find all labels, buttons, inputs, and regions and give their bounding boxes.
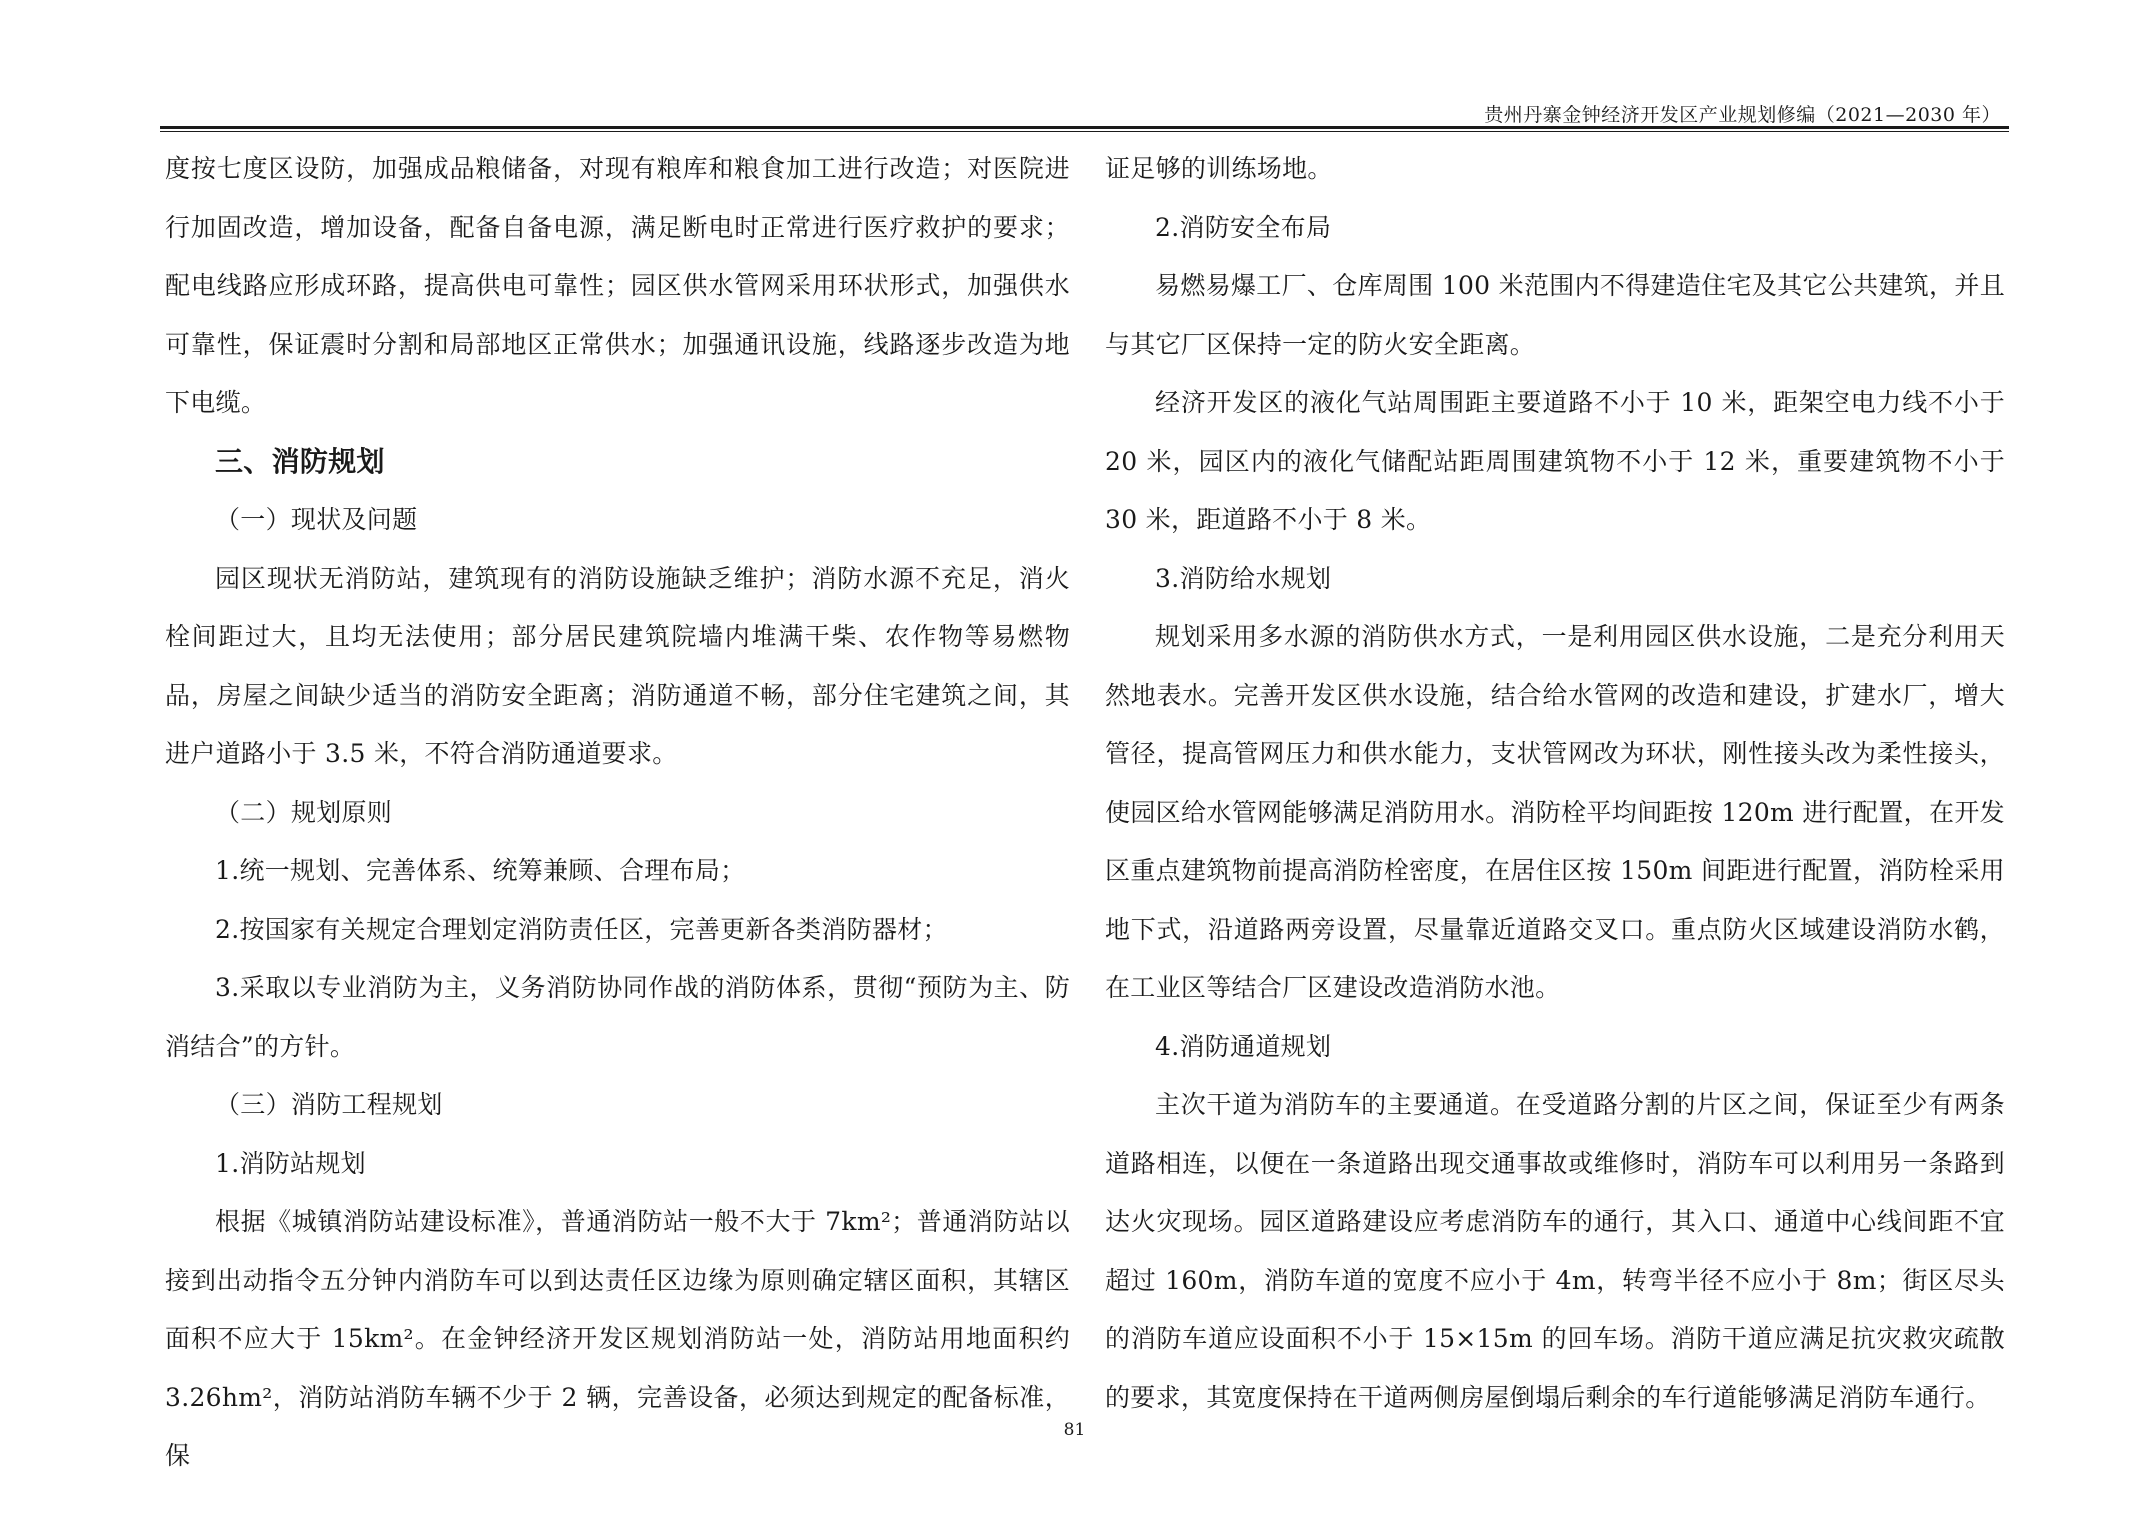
paragraph: 规划采用多水源的消防供水方式，一是利用园区供水设施，二是充分利用天然地表水。完善开发区供水设施，结合给水管网的改造和建设，扩建水厂，增大管径，提高管网压力和供水能力，支状管网改为环状，刚性接头改为柔性接头，使园区给水管网能够满足消防用水。消防栓平均间距按 120m 进行配置，在开发区重点建筑物前提高消防栓密度，在居住区按 150m 间距进行配置，消防栓采用地下式，沿道路两旁设置，尽量靠近道路交叉口。重点防火区域建设消防水鹤，在工业区等结合厂区建设改造消防水池。 bbox=[1105, 622, 2005, 1002]
section-heading: 三、消防规划 bbox=[215, 444, 385, 478]
list-item: 1.统一规划、完善体系、统筹兼顾、合理布局； bbox=[215, 856, 746, 885]
list-item: 2.按国家有关规定合理划定消防责任区，完善更新各类消防器材； bbox=[215, 914, 948, 944]
item-heading: 2.消防安全布局 bbox=[1155, 212, 1332, 242]
list-item: 3.采取以专业消防为主，义务消防协同作战的消防体系，贯彻“预防为主、防消结合”的方针。 bbox=[165, 973, 1070, 1061]
subsection-heading: （一）现状及问题 bbox=[215, 505, 418, 534]
page-header-title: 贵州丹寨金钟经济开发区产业规划修编（2021—2030 年） bbox=[1484, 104, 2001, 126]
paragraph: 主次干道为消防车的主要通道。在受道路分割的片区之间，保证至少有两条道路相连，以便在一条道路出现交通事故或维修时，消防车可以利用另一条路到达火灾现场。园区道路建设应考虑消防车的通行，其入口、通道中心线间距不宜超过 160m，消防车道的宽度不应小于 4m，转弯半径不应小于 8m；街区尽头的消防车道应设面积不小于 15×15m 的回车场。消防干道应满足抗灾救灾疏散的要求，其宽度保持在干道两侧房屋倒塌后剩余的车行道能够满足消防车通行。 bbox=[1105, 1090, 2005, 1412]
paragraph: 证足够的训练场地。 bbox=[1105, 154, 1333, 183]
item-heading: 1.消防站规划 bbox=[215, 1148, 366, 1178]
subsection-heading: （三）消防工程规划 bbox=[215, 1090, 443, 1119]
header-rule bbox=[160, 126, 2009, 129]
header-rule-thin bbox=[160, 131, 2009, 132]
page-number: 81 bbox=[1063, 1420, 1086, 1440]
paragraph: 度按七度区设防，加强成品粮储备，对现有粮库和粮食加工进行改造；对医院进行加固改造，增加设备，配备自备电源，满足断电时正常进行医疗救护的要求；配电线路应形成环路，提高供电可靠性；园区供水管网采用环状形式，加强供水可靠性，保证震时分割和局部地区正常供水；加强通讯设施，线路逐步改造为地下电缆。 bbox=[165, 154, 1070, 417]
subsection-heading: （二）规划原则 bbox=[215, 797, 393, 827]
item-heading: 4.消防通道规划 bbox=[1155, 1031, 1332, 1061]
paragraph: 经济开发区的液化气站周围距主要道路不小于 10 米，距架空电力线不小于 20 米，园区内的液化气储配站距周围建筑物不小于 12 米，重要建筑物不小于 30 米，距道路不小于 8 米。 bbox=[1105, 388, 2005, 534]
paragraph: 园区现状无消防站，建筑现有的消防设施缺乏维护；消防水源不充足，消火栓间距过大，且均无法使用；部分居民建筑院墙内堆满干柴、农作物等易燃物品，房屋之间缺少适当的消防安全距离；消防通道不畅，部分住宅建筑之间，其进户道路小于 3.5 米，不符合消防通道要求。 bbox=[165, 563, 1070, 768]
item-heading: 3.消防给水规划 bbox=[1155, 563, 1332, 593]
left-column bbox=[165, 140, 1070, 1486]
paragraph: 易燃易爆工厂、仓库周围 100 米范围内不得建造住宅及其它公共建筑，并且与其它厂区保持一定的防火安全距离。 bbox=[1105, 271, 2005, 359]
right-column bbox=[1105, 140, 2005, 1427]
paragraph: 根据《城镇消防站建设标准》，普通消防站一般不大于 7km²；普通消防站以接到出动指令五分钟内消防车可以到达责任区边缘为原则确定辖区面积，其辖区面积不应大于 15km²。在金钟经济开发区规划消防站一处，消防站用地面积约 3.26hm²，消防站消防车辆不少于 2 辆，完善设备，必须达到规定的配备标准，保 bbox=[165, 1207, 1070, 1470]
